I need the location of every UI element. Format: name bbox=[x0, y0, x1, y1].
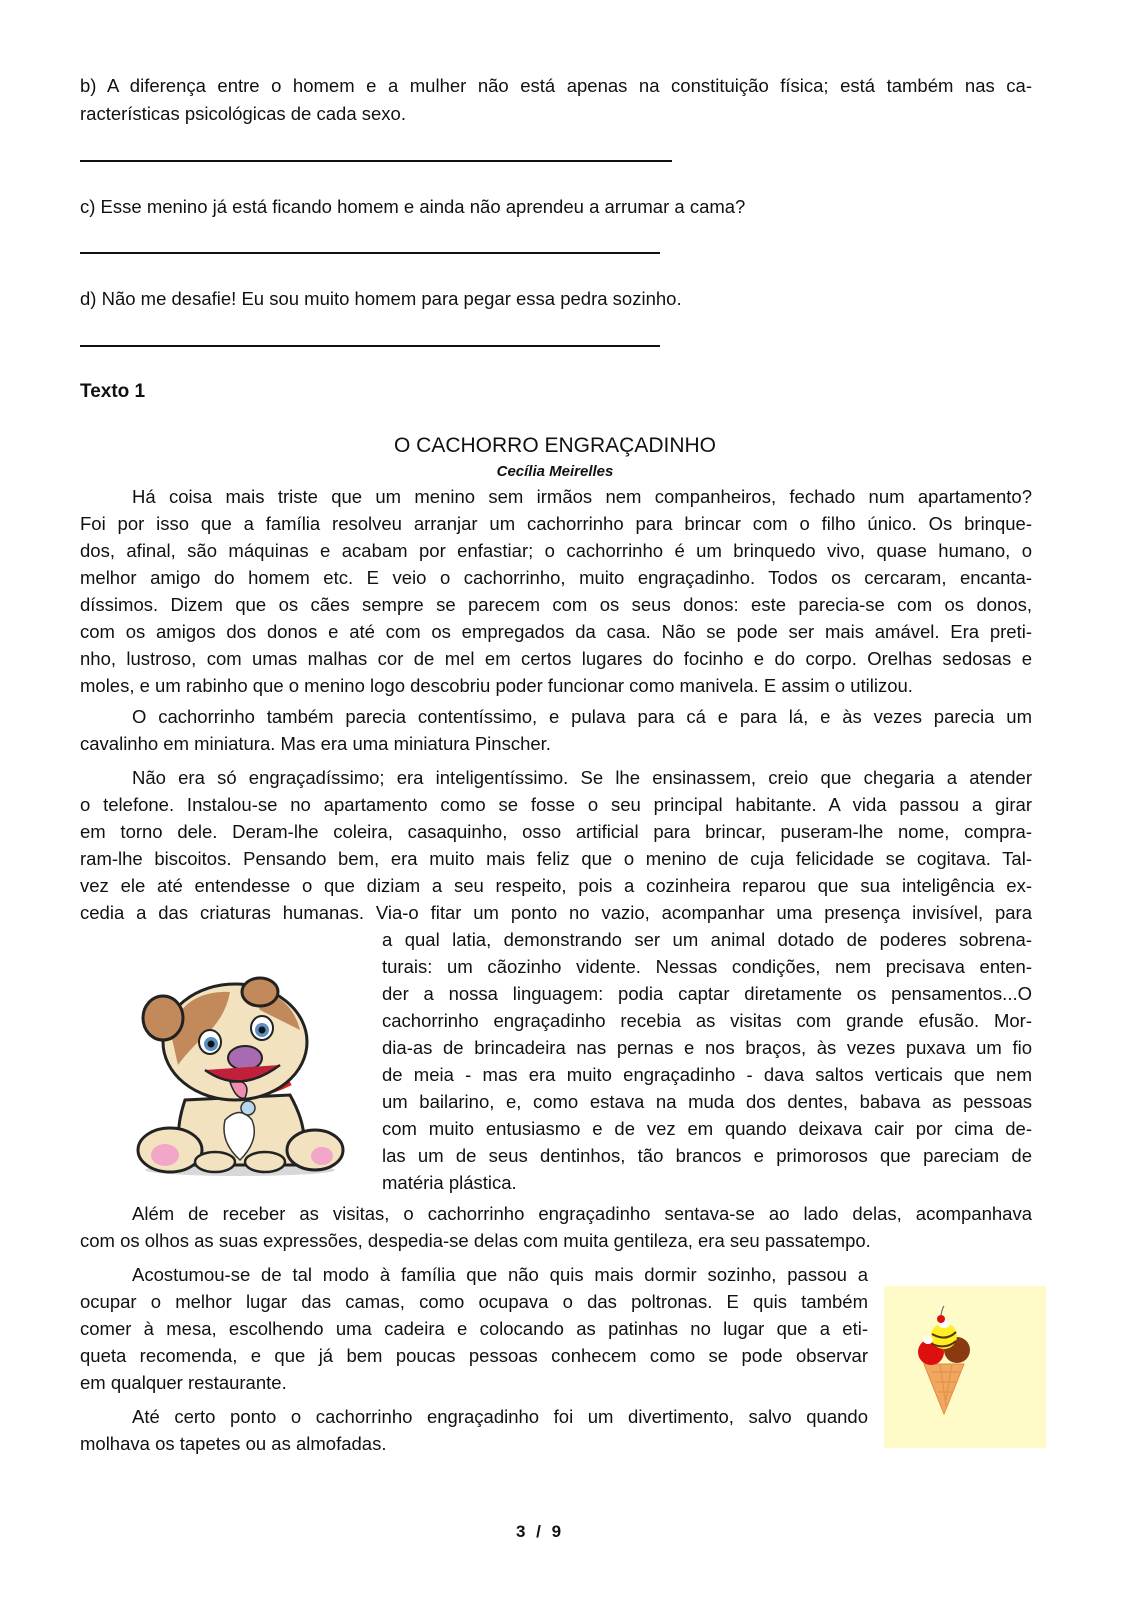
paragraph-1-line: díssimos. Dizem que os cães sempre se parecem com os seus donos: este parecia-se com os donos, bbox=[80, 594, 1032, 615]
story-title: O CACHORRO ENGRAÇADINHO bbox=[393, 434, 717, 457]
paragraph-3-line: dia-as de brincadeira nas pernas e nos braços, às vezes puxava um fio bbox=[382, 1037, 1032, 1058]
paragraph-5-line: queta recomenda, e que já bem poucas pessoas conhecem como se pode observar bbox=[80, 1345, 868, 1366]
paragraph-6-line: Até certo ponto o cachorrinho engraçadinho foi um divertimento, salvo quando bbox=[132, 1406, 868, 1427]
paragraph-3-line: cedia a das criaturas humanas. Via-o fitar um ponto no vazio, acompanhar uma presença invisível, para bbox=[80, 902, 1032, 923]
paragraph-1-line: melhor amigo do homem etc. E veio o cachorrinho, muito engraçadinho. Todos os cercaram, encanta- bbox=[80, 567, 1032, 588]
paragraph-6-line: molhava os tapetes ou as almofadas. bbox=[80, 1433, 387, 1454]
paragraph-4-line: Além de receber as visitas, o cachorrinho engraçadinho sentava-se ao lado delas, acompanhava bbox=[132, 1203, 1032, 1224]
paragraph-3-line: las um de seus dentinhos, tão brancos e primorosos que pareciam de bbox=[382, 1145, 1032, 1166]
ice-cream-illustration bbox=[884, 1286, 1046, 1448]
paragraph-3-line: turais: um cãozinho vidente. Nessas condições, nem precisava enten- bbox=[382, 956, 1032, 977]
paragraph-3-line: der a nossa linguagem: podia captar diretamente os pensamentos...O bbox=[382, 983, 1032, 1004]
section-label: Texto 1 bbox=[80, 381, 146, 402]
paragraph-1-line: dos, afinal, são máquinas e acabam por enfastiar; o cachorrinho é um brinquedo vivo, quase humano, o bbox=[80, 540, 1032, 561]
paragraph-2-line: O cachorrinho também parecia contentíssimo, e pulava para cá e para lá, e às vezes parecia um bbox=[132, 706, 1032, 727]
paragraph-3-line: ram-lhe biscoitos. Pensando bem, era muito mais feliz que o menino de cuja felicidade se cogitava. Tal- bbox=[80, 848, 1032, 869]
paragraph-3-line: o telefone. Instalou-se no apartamento como se fosse o seu principal habitante. A vida passou a girar bbox=[80, 794, 1032, 815]
puppy-illustration bbox=[130, 970, 345, 1180]
exercise-item-c: c) Esse menino já está ficando homem e ainda não aprendeu a arrumar a cama? bbox=[80, 196, 746, 217]
paragraph-1-line: Há coisa mais triste que um menino sem irmãos nem companheiros, fechado num apartamento? bbox=[132, 486, 1032, 507]
paragraph-2-line: cavalinho em miniatura. Mas era uma miniatura Pinscher. bbox=[80, 733, 551, 754]
paragraph-1-line: nho, lustroso, com umas malhas cor de mel em certos lugares do focinho e do corpo. Orelhas sedosas e bbox=[80, 648, 1032, 669]
answer-line-c[interactable] bbox=[80, 252, 660, 254]
story-author: Cecília Meirelles bbox=[496, 463, 614, 480]
paragraph-3-line: um bailarino, e, como estava na muda dos dentes, babava as pessoas bbox=[382, 1091, 1032, 1112]
paragraph-5-line: em qualquer restaurante. bbox=[80, 1372, 287, 1393]
exercise-item-d: d) Não me desafie! Eu sou muito homem para pegar essa pedra sozinho. bbox=[80, 288, 682, 309]
puppy-icon bbox=[130, 970, 345, 1180]
paragraph-3-line: matéria plástica. bbox=[382, 1172, 517, 1193]
page-number: 3 / 9 bbox=[515, 1522, 565, 1541]
paragraph-3-line: em torno dele. Deram-lhe coleira, casaquinho, osso artificial para brincar, puseram-lhe nome, compra- bbox=[80, 821, 1032, 842]
paragraph-3-line: com muito entusiasmo e de vez em quando deixava cair por cima de- bbox=[382, 1118, 1032, 1139]
ice-cream-icon bbox=[884, 1286, 1046, 1448]
paragraph-4-line: com os olhos as suas expressões, despedia-se delas com muita gentileza, era seu passatempo. bbox=[80, 1230, 871, 1251]
paragraph-1-line: com os amigos dos donos e até com os empregados da casa. Não se pode ser mais amável. Era preti- bbox=[80, 621, 1032, 642]
paragraph-1-line: moles, e um rabinho que o menino logo descobriu poder funcionar como manivela. E assim o utilizou. bbox=[80, 675, 913, 696]
paragraph-5-line: Acostumou-se de tal modo à família que não quis mais dormir sozinho, passou a bbox=[132, 1264, 868, 1285]
paragraph-3-line: a qual latia, demonstrando ser um animal dotado de poderes sobrena- bbox=[382, 929, 1032, 950]
paragraph-3-line: de meia - mas era muito engraçadinho - dava saltos verticais que nem bbox=[382, 1064, 1032, 1085]
paragraph-3-line: cachorrinho engraçadinho recebia as visitas com grande efusão. Mor- bbox=[382, 1010, 1032, 1031]
paragraph-3-line: vez ele até entendesse o que diziam a seu respeito, pois a cozinheira reparou que sua inteligência ex- bbox=[80, 875, 1032, 896]
paragraph-5-line: ocupar o melhor lugar das camas, como ocupava o das poltronas. E quis também bbox=[80, 1291, 868, 1312]
paragraph-3-line: Não era só engraçadíssimo; era inteligentíssimo. Se lhe ensinassem, creio que chegaria a atender bbox=[132, 767, 1032, 788]
answer-line-d[interactable] bbox=[80, 345, 660, 347]
exercise-item-b-line-2: racterísticas psicológicas de cada sexo. bbox=[80, 103, 406, 124]
paragraph-5-line: comer à mesa, escolhendo uma cadeira e colocando as patinhas no lugar que a eti- bbox=[80, 1318, 868, 1339]
paragraph-1-line: Foi por isso que a família resolveu arranjar um cachorrinho para brincar com o filho único. Os brinque- bbox=[80, 513, 1032, 534]
answer-line-b[interactable] bbox=[80, 160, 672, 162]
exercise-item-b-line-1: b) A diferença entre o homem e a mulher não está apenas na constituição física; está também nas ca- bbox=[80, 75, 1032, 96]
